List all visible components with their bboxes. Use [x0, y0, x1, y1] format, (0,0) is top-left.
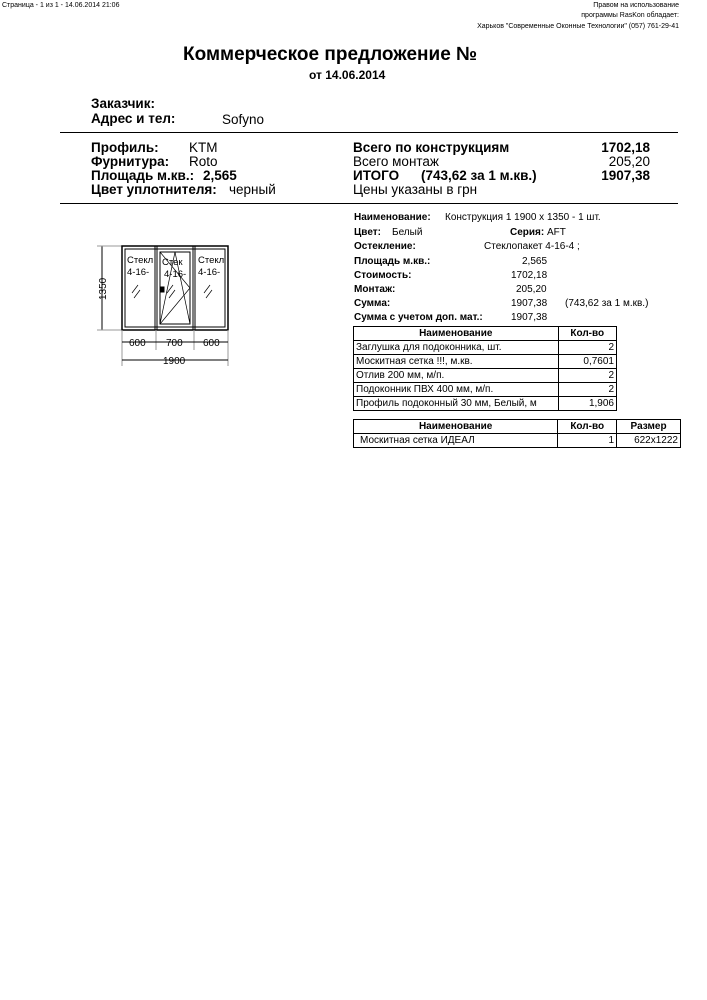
series-label: Серия: [510, 227, 545, 238]
page-info: Страница - 1 из 1 - 14.06.2014 21:06 [2, 2, 120, 9]
material-qty: 2 [558, 341, 617, 355]
area-label: Площадь м.кв.: [91, 168, 195, 183]
offer-date: от 14.06.2014 [309, 68, 386, 82]
grand-total-per-m2: (743,62 за 1 м.кв.) [421, 168, 537, 183]
install-label: Монтаж: [354, 284, 396, 295]
address-value: Sofyno [222, 112, 265, 127]
materials-header-qty: Кол-во [558, 327, 617, 341]
pane-mid-line-2: 4-16- [164, 269, 187, 280]
nets-header-row [354, 420, 681, 434]
page-title: Коммерческое предложение № [183, 44, 478, 65]
material-name: Заглушка для подоконника, шт. [354, 341, 559, 355]
glass-hatch-mid-2 [169, 290, 175, 298]
hardware-value: Roto [189, 154, 218, 169]
sum-value: 1907,38 [511, 298, 548, 309]
nets-header-name: Наименование [354, 420, 558, 434]
profile-value: KTM [189, 140, 218, 155]
material-name: Подоконник ПВХ 400 мм, м/п. [354, 383, 559, 397]
series-value: AFT [547, 227, 566, 238]
cost-label: Стоимость: [354, 270, 412, 281]
pane-right-line-1: Стекл [198, 255, 225, 266]
glass-hatch-left-1 [132, 285, 138, 293]
table-row [354, 434, 681, 448]
profile-label: Профиль: [91, 140, 159, 155]
color-value: Белый [392, 227, 423, 238]
construction-area-value: 2,565 [522, 256, 548, 267]
materials-header-row [354, 327, 617, 341]
nets-header-qty: Кол-во [558, 420, 617, 434]
glazing-label: Остекление: [354, 241, 416, 252]
sum-extra-value: 1907,38 [511, 312, 548, 323]
table-row [354, 369, 617, 383]
width-middle-label: 700 [166, 338, 183, 349]
construction-area-label: Площадь м.кв.: [354, 256, 431, 267]
table-row [354, 397, 617, 411]
sash-handle [161, 287, 164, 292]
materials-table [353, 326, 617, 411]
net-name: Москитная сетка ИДЕАЛ [354, 434, 558, 448]
table-row [354, 383, 617, 397]
width-right-label: 600 [203, 338, 220, 349]
materials-header-name: Наименование [354, 327, 559, 341]
install-value: 205,20 [516, 284, 547, 295]
divider-top [60, 132, 678, 133]
color-label: Цвет: [354, 227, 381, 238]
total-install-value: 205,20 [608, 154, 650, 169]
glass-hatch-right-2 [206, 290, 212, 298]
width-total-label: 1900 [163, 356, 186, 367]
material-qty: 2 [558, 383, 617, 397]
material-name: Профиль подоконный 30 мм, Белый, м [354, 397, 559, 411]
nets-header-size: Размер [617, 420, 681, 434]
window-drawing [92, 238, 242, 370]
pane-left-line-2: 4-16- [127, 267, 150, 278]
sum-per-m2: (743,62 за 1 м.кв.) [565, 298, 649, 309]
sum-label: Сумма: [354, 298, 391, 309]
width-left-label: 600 [129, 338, 146, 349]
currency-note: Цены указаны в грн [353, 182, 478, 197]
material-qty: 2 [558, 369, 617, 383]
address-label: Адрес и тел: [91, 111, 176, 126]
nets-table [353, 419, 681, 448]
net-size: 622x1222 [617, 434, 681, 448]
total-constructions-label: Всего по конструкциям [353, 140, 510, 155]
glass-hatch-right-1 [204, 285, 210, 293]
grand-total-value: 1907,38 [601, 168, 650, 183]
material-qty: 0,7601 [558, 355, 617, 369]
table-row [354, 341, 617, 355]
rights-line-1: Правом на использование [593, 2, 679, 9]
pane-right-line-2: 4-16- [198, 267, 221, 278]
hardware-label: Фурнитура: [91, 154, 170, 169]
pane-left-line-1: Стекл [127, 255, 154, 266]
net-qty: 1 [558, 434, 617, 448]
height-label: 1350 [98, 277, 109, 300]
sum-extra-label: Сумма с учетом доп. мат.: [354, 312, 483, 323]
table-row [354, 355, 617, 369]
total-install-label: Всего монтаж [353, 154, 439, 169]
cost-value: 1702,18 [511, 270, 548, 281]
area-value: 2,565 [203, 168, 237, 183]
pane-mid-line-1: Стек [162, 257, 183, 268]
material-qty: 1,906 [558, 397, 617, 411]
material-name: Отлив 200 мм, м/п. [354, 369, 559, 383]
seal-value: черный [229, 182, 276, 197]
seal-label: Цвет уплотнителя: [91, 182, 217, 197]
grand-total-label: ИТОГО [353, 168, 400, 183]
glass-hatch-left-2 [134, 290, 140, 298]
divider-middle [60, 203, 678, 204]
company-line: Харьков "Современные Оконные Технологии" (057) 761-29-41 [477, 23, 679, 30]
total-constructions-value: 1702,18 [601, 140, 650, 155]
rights-line-2: программы RasKon обладает: [581, 12, 679, 19]
customer-label: Заказчик: [91, 96, 155, 111]
material-name: Москитная сетка !!!, м.кв. [354, 355, 559, 369]
glazing-value: Стеклопакет 4-16-4 ; [484, 241, 580, 252]
construction-name-value: Конструкция 1 1900 x 1350 - 1 шт. [445, 212, 601, 223]
construction-name-label: Наименование: [354, 212, 431, 223]
